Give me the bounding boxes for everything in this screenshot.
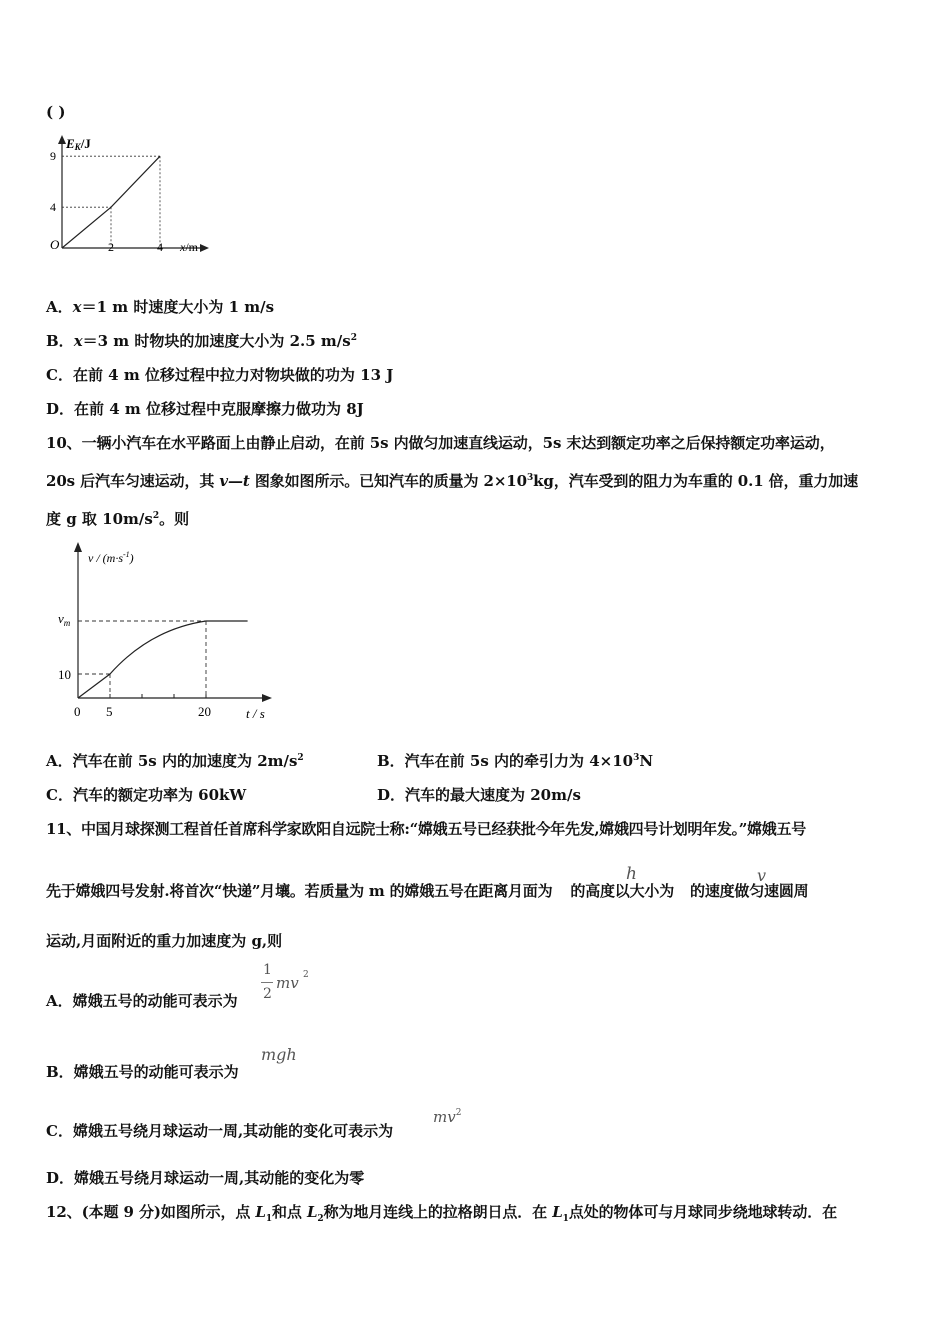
ek-x-chart xyxy=(44,130,214,255)
ek-origin-label: O xyxy=(50,237,60,252)
vt-x-label: t / s xyxy=(246,706,265,721)
ek-y-tick-4: 4 xyxy=(50,200,56,215)
ek-y-tick-9: 9 xyxy=(50,149,56,164)
ek-data-line xyxy=(62,156,160,248)
q11-stem-line3: 运动,月面附近的重力加速度为 g,则 xyxy=(46,932,283,950)
q11-option-b-formula: mgh xyxy=(261,1045,297,1064)
ek-y-label: EK/J xyxy=(66,136,91,152)
vt-x-tick-0: 0 xyxy=(74,704,81,719)
q11-option-d: D．嫦娥五号绕月球运动一周,其动能的变化为零 xyxy=(46,1169,365,1187)
ek-x-label: x/m xyxy=(180,240,198,254)
q12-stem-line1: 12、(本题 9 分)如图所示，点 $L_1$和点 $L_2$称为地月连线上的拉格朗日点．在 $L_1$点处的物体可与月球同步绕地球转动．在 xyxy=(46,1203,838,1224)
q10-option-b: B．汽车在前 5s 内的牵引力为 $4\times 10^3N$ xyxy=(377,752,654,770)
vt-y-label: $v / (m\cdot s^{-1})$ xyxy=(88,550,134,565)
q9-option-b: B．x＝3 m 时物块的加速度大小为 2.5 $m/s^2$ xyxy=(46,332,357,350)
vt-y-tick-10: 10 xyxy=(58,667,71,682)
vt-vm-label: $v_m$ xyxy=(58,611,71,628)
q11-option-a: A．嫦娥五号的动能可表示为 xyxy=(46,992,238,1010)
ek-y-arrow xyxy=(58,135,66,144)
ek-x-tick-4: 4 xyxy=(157,240,163,254)
q10-option-c: C．汽车的额定功率为 60kW xyxy=(46,786,247,804)
q9-option-d: D．在前 4 m 位移过程中克服摩擦力做功为 8J xyxy=(46,400,364,418)
vt-data-curve xyxy=(78,621,248,698)
vt-y-arrow xyxy=(74,542,82,552)
q10-stem-line1: 10、一辆小汽车在水平路面上由静止启动，在前 5s 内做匀加速直线运动，5s 末达到额定功率之后保持额定功率运动， xyxy=(46,434,835,452)
q10-stem-line2: 20s 后汽车匀速运动，其 v—t 图象如图所示。已知汽车的质量为 $2\times 10^3kg$，汽车受到的阻力为车重的 0.1 倍，重力加速 xyxy=(46,472,859,490)
q11-stem-line1: 11、中国月球探测工程首任首席科学家欧阳自远院士称:“嫦娥五号已经获批今年先发,嫦娥四号计划明年发。”嫦娥五号 xyxy=(46,820,806,838)
ek-x-arrow xyxy=(200,244,209,252)
q11-stem-line2: 先于嫦娥四号发射.将首次“快递”月壤。若质量为 m 的嫦娥五号在距离月面为 的高度以大小为 的速度做匀速圆周 xyxy=(46,882,809,900)
q11-v-variable: v xyxy=(757,866,767,885)
q9-option-a: A．x＝1 m 时速度大小为 1 m/s xyxy=(46,298,275,316)
q10-option-a: A．汽车在前 5s 内的加速度为 $2m/s^2$ xyxy=(46,752,304,770)
vt-x-arrow xyxy=(262,694,272,702)
q11-option-a-formula: 1 2 mv 2 xyxy=(263,962,309,1002)
q10-stem-line3: 度 g 取 $10m/s^2$。则 xyxy=(46,510,190,528)
vt-x-tick-20: 20 xyxy=(198,704,211,719)
q11-option-b: B．嫦娥五号的动能可表示为 xyxy=(46,1063,239,1081)
q10-option-d: D．汽车的最大速度为 20m/s xyxy=(377,786,581,804)
q11-option-c: C．嫦娥五号绕月球运动一周,其动能的变化可表示为 xyxy=(46,1122,394,1140)
ek-x-tick-2: 2 xyxy=(108,240,114,254)
vt-chart xyxy=(48,538,278,728)
vt-x-tick-5: 5 xyxy=(106,704,113,719)
q11-option-c-formula: $mv^2$ xyxy=(433,1108,462,1126)
answer-parentheses: ( ) xyxy=(46,103,66,121)
q11-h-variable: h xyxy=(626,864,637,884)
q9-option-c: C．在前 4 m 位移过程中拉力对物块做的功为 13 J xyxy=(46,366,394,384)
